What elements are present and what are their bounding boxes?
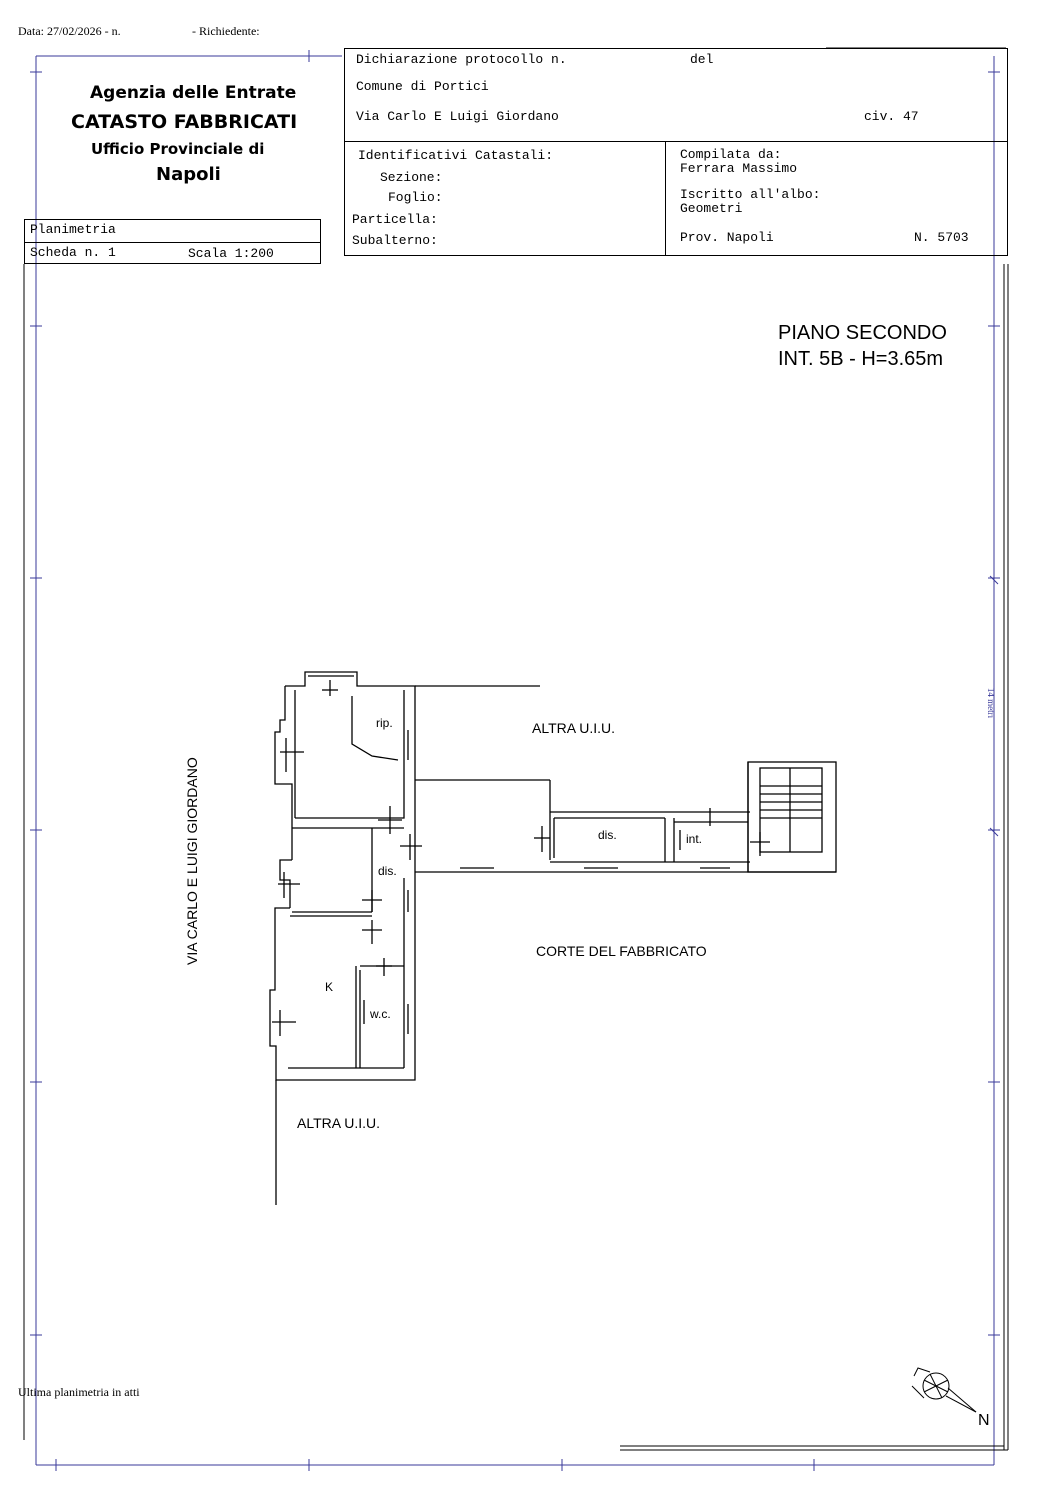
- planimetria-label: Planimetria: [30, 222, 116, 237]
- albo-number: N. 5703: [914, 230, 969, 245]
- del-label: del: [690, 52, 714, 67]
- corte-label: CORTE DEL FABBRICATO: [536, 943, 707, 959]
- room-rip: rip.: [376, 716, 393, 730]
- room-wc: w.c.: [370, 1007, 391, 1021]
- ultima-planimetria-label: Ultima planimetria in atti: [18, 1385, 140, 1399]
- particella-label: Particella:: [352, 212, 438, 227]
- room-dis-left: dis.: [378, 864, 397, 878]
- provincia-value: Prov. Napoli: [680, 230, 774, 245]
- floor-title: PIANO SECONDO: [778, 322, 947, 344]
- comune-label: Comune di Portici: [356, 79, 489, 94]
- compilata-label: Compilata da:: [680, 147, 782, 162]
- sezione-label: Sezione:: [380, 170, 443, 185]
- address-label: Via Carlo E Luigi Giordano: [356, 109, 559, 124]
- protocollo-label: Dichiarazione protocollo n.: [356, 52, 567, 67]
- subalterno-label: Subalterno:: [352, 233, 438, 248]
- ufficio-label: Ufficio Provinciale di: [91, 140, 265, 158]
- room-int: int.: [686, 832, 703, 846]
- scheda-label: Scheda n. 1: [30, 245, 116, 260]
- street-label: VIA CARLO E LUIGI GIORDANO: [184, 757, 200, 965]
- albo-value: Geometri: [680, 201, 743, 216]
- iscritto-label: Iscritto all'albo:: [680, 187, 821, 202]
- scala-label: Scala 1:200: [188, 246, 274, 261]
- identificativi-title: Identificativi Catastali:: [358, 148, 554, 163]
- north-label: N: [978, 1412, 990, 1429]
- provincia-label: Napoli: [156, 164, 221, 185]
- room-kitchen: K: [325, 980, 334, 994]
- altra-uiu-top: ALTRA U.I.U.: [532, 720, 615, 736]
- compiler-name: Ferrara Massimo: [680, 161, 798, 176]
- room-dis-right: dis.: [598, 828, 617, 842]
- agency-name: Agenzia delle Entrate: [90, 83, 297, 103]
- catasto-title: CATASTO FABBRICATI: [71, 111, 298, 133]
- unit-height: INT. 5B - H=3.65m: [778, 348, 944, 370]
- civ-label: civ. 47: [864, 109, 919, 124]
- side-measure-label: 14 metri: [986, 687, 997, 719]
- richiedente-label: - Richiedente:: [192, 24, 260, 38]
- date-label: Data: 27/02/2026 - n.: [18, 24, 121, 38]
- foglio-label: Foglio:: [388, 190, 443, 205]
- altra-uiu-bottom: ALTRA U.I.U.: [297, 1115, 380, 1131]
